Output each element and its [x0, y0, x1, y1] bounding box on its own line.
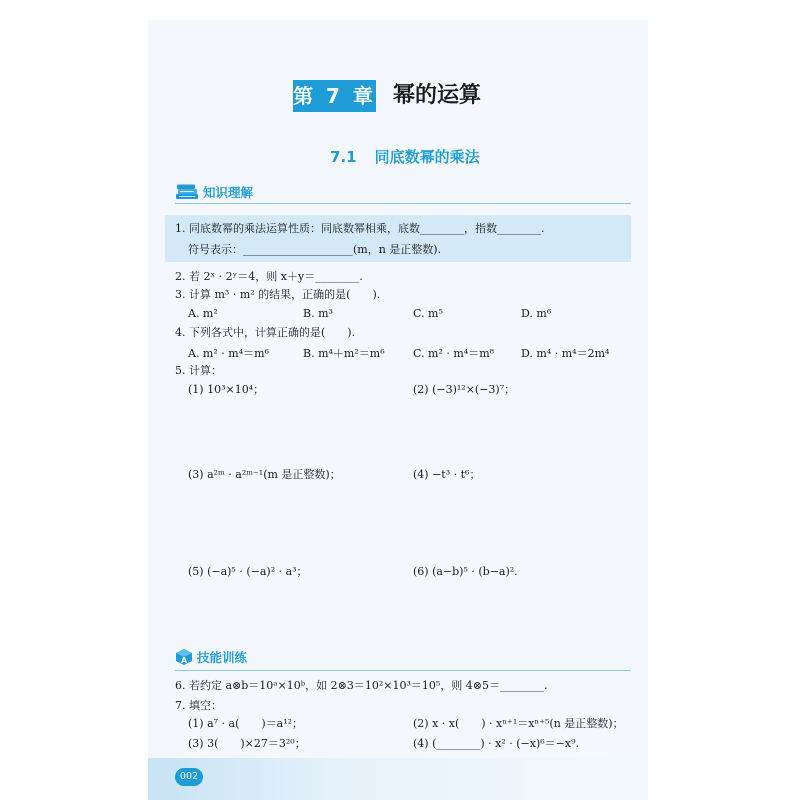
q1-line2: 符号表示：____________________(m，n 是正整数).: [188, 243, 442, 256]
q3-option-a: A. m²: [188, 307, 218, 320]
cube-a-icon: [175, 648, 193, 669]
section-number: 7.1: [330, 148, 357, 166]
chapter-label: 第 7 章: [293, 80, 376, 112]
q5-item-6: (6) (a−b)⁵ · (b−a)².: [413, 565, 518, 578]
q1-line1: 1. 同底数幂的乘法运算性质：同底数幂相乘，底数________，指数________.: [175, 222, 545, 235]
q4-option-d: D. m⁴ · m⁴＝2m⁴: [521, 347, 610, 360]
chapter-title: 幂的运算: [393, 83, 482, 108]
q5: 5. 计算：: [175, 364, 222, 377]
q4-option-c: C. m² · m⁴＝m⁸: [413, 347, 495, 360]
skills-divider: [175, 670, 631, 671]
knowledge-heading: [175, 183, 253, 203]
q3-option-c: C. m⁵: [413, 307, 443, 320]
q7-item-4: (4) (________) · x² · (−x)⁶＝−x⁹.: [413, 737, 579, 750]
q4-option-a: A. m² · m⁴＝m⁶: [188, 347, 269, 360]
section-title: [330, 146, 480, 167]
q3-option-d: D. m⁶: [521, 307, 552, 320]
q5-item-4: (4) −t³ · t⁶；: [413, 468, 481, 481]
knowledge-divider: [175, 203, 631, 204]
q5-item-3: (3) a²ᵐ · a²ᵐ⁻¹(m 是正整数)；: [188, 468, 341, 481]
q4: 4. 下列各式中，计算正确的是( ).: [175, 326, 356, 339]
q2: 2. 若 2ˣ · 2ʸ＝4，则 x＋y＝________.: [175, 270, 363, 283]
skills-heading-text: 技能训练: [197, 650, 248, 665]
q3-option-b: B. m³: [303, 307, 333, 320]
footer-band: [148, 758, 648, 800]
q7: 7. 填空：: [175, 699, 222, 712]
q7-item-3: (3) 3( )×27＝3²⁰；: [188, 737, 306, 750]
page-number: 002: [175, 768, 203, 786]
q6: 6. 若约定 a⊗b＝10ᵃ×10ᵇ，如 2⊗3＝10²×10³＝10⁵，则 4⊗5＝________.: [175, 679, 548, 692]
section-name: 同底数幂的乘法: [374, 148, 480, 166]
q5-item-5: (5) (−a)⁵ · (−a)² · a³；: [188, 565, 308, 578]
books-icon: [175, 184, 199, 203]
skills-heading: [175, 648, 247, 669]
q4-option-b: B. m⁴＋m²＝m⁶: [303, 347, 385, 360]
q5-item-2: (2) (−3)¹²×(−3)⁷；: [413, 383, 516, 396]
q7-item-1: (1) a⁷ · a( )＝a¹²；: [188, 717, 304, 730]
q3: 3. 计算 m³ · m² 的结果，正确的是( ).: [175, 288, 381, 301]
q5-item-1: (1) 10³×10⁴；: [188, 383, 265, 396]
knowledge-heading-text: 知识理解: [203, 185, 254, 200]
q7-item-2: (2) x · x( ) · xⁿ⁺¹＝xⁿ⁺⁵(n 是正整数)；: [413, 717, 624, 730]
svg-text:A: A: [181, 656, 188, 665]
textbook-page: [148, 20, 648, 800]
